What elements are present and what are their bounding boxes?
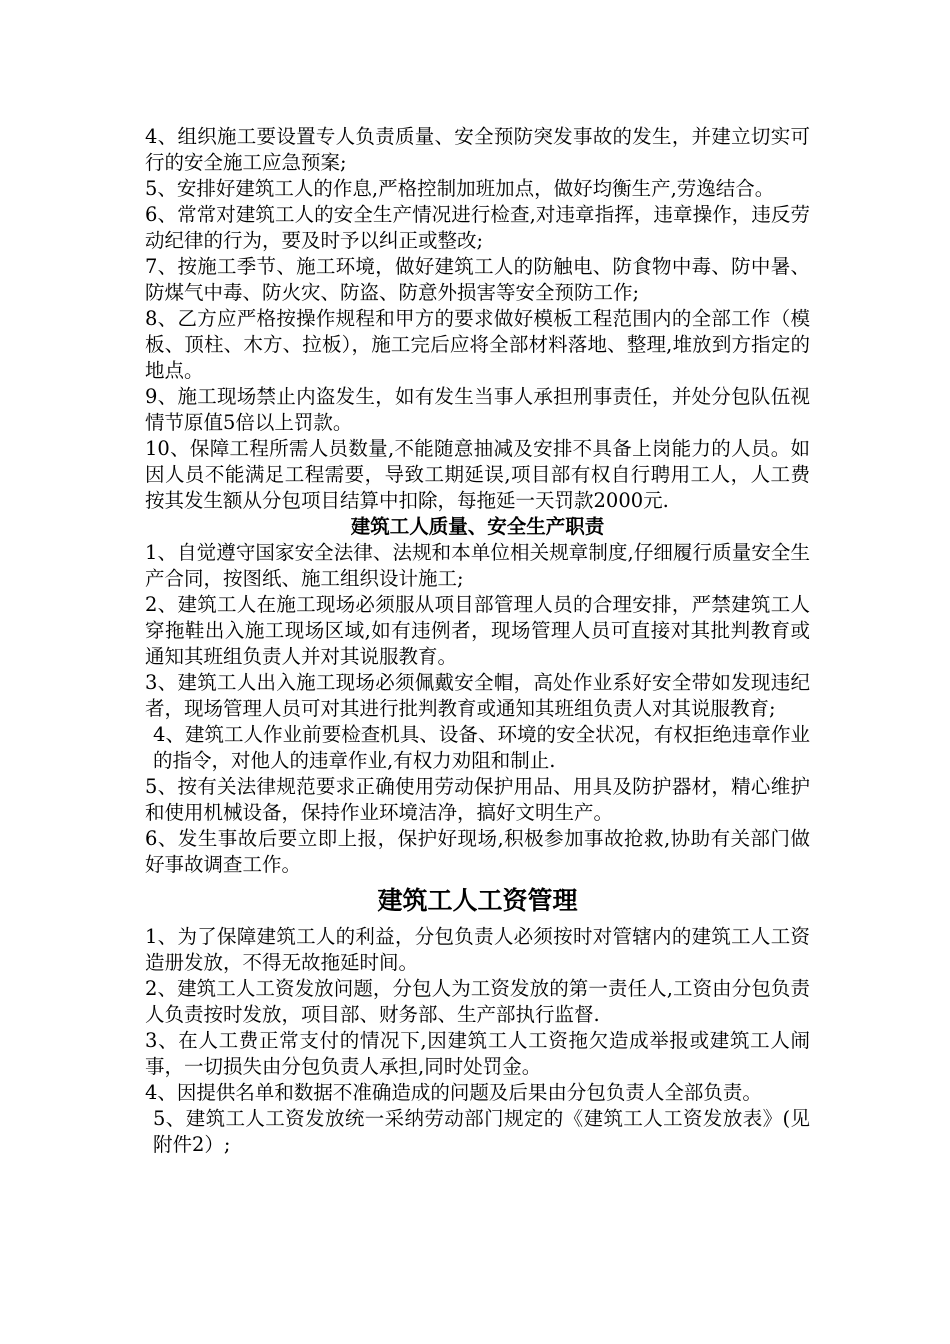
list-item: 1、自觉遵守国家安全法律、法规和本单位相关规章制度,仔细履行质量安全生产合同，按图纸、施工组织设计施工; bbox=[145, 541, 810, 590]
list-item: 5、按有关法律规范要求正确使用劳动保护用品、用具及防护器材，精心维护和使用机械设备，保持作业环境洁净，搞好文明生产。 bbox=[145, 775, 810, 824]
section-quality-safety-duties bbox=[145, 514, 810, 878]
list-item: 6、发生事故后要立即上报，保护好现场,积极参加事故抢救,协助有关部门做好事故调查工作。 bbox=[145, 827, 810, 876]
list-item: 3、在人工费正常支付的情况下,因建筑工人工资拖欠造成举报或建筑工人闹事，一切损失由分包负责人承担,同时处罚金。 bbox=[145, 1029, 810, 1078]
list-item: 2、建筑工人工资发放问题，分包人为工资发放的第一责任人,工资由分包负责人负责按时发放，项目部、财务部、生产部执行监督. bbox=[145, 977, 810, 1026]
list-item: 4、组织施工要设置专人负责质量、安全预防突发事故的发生，并建立切实可行的安全施工应急预案; bbox=[145, 125, 810, 174]
list-item: 5、安排好建筑工人的作息,严格控制加班加点，做好均衡生产,劳逸结合。 bbox=[145, 177, 775, 200]
list-item: 9、施工现场禁止内盗发生，如有发生当事人承担刑事责任，并处分包队伍视情节原值5倍以上罚款。 bbox=[145, 385, 810, 434]
list-item: 8、乙方应严格按操作规程和甲方的要求做好模板工程范围内的全部工作（模板、顶柱、木方、拉板），施工完后应将全部材料落地、整理,堆放到方指定的地点。 bbox=[145, 307, 810, 382]
list-item: 4、建筑工人作业前要检查机具、设备、环境的安全状况，有权拒绝违章作业的指令，对他人的违章作业,有权力劝阻和制止. bbox=[153, 723, 810, 772]
list-item: 1、为了保障建筑工人的利益，分包负责人必须按时对管辖内的建筑工人工资造册发放，不得无故拖延时间。 bbox=[145, 925, 810, 974]
list-item: 3、建筑工人出入施工现场必须佩戴安全帽，高处作业系好安全带如发现违纪者，现场管理人员可对其进行批判教育或通知其班组负责人对其说服教育; bbox=[145, 671, 810, 720]
list-item: 6、常常对建筑工人的安全生产情况进行检查,对违章指挥，违章操作，违反劳动纪律的行为，要及时予以纠正或整改; bbox=[145, 203, 810, 252]
list-item: 5、建筑工人工资发放统一采纳劳动部门规定的《建筑工人工资发放表》(见附件2）; bbox=[153, 1107, 810, 1156]
document-page bbox=[145, 124, 810, 1158]
list-item: 2、建筑工人在施工现场必须服从项目部管理人员的合理安排，严禁建筑工人穿拖鞋出入施工现场区域,如有违例者，现场管理人员可直接对其批判教育或通知其班组负责人并对其说服教育。 bbox=[145, 593, 810, 668]
list-item: 10、保障工程所需人员数量,不能随意抽减及安排不具备上岗能力的人员。如因人员不能满足工程需要，导致工期延误,项目部有权自行聘用工人，人工费按其发生额从分包项目结算中扣除，每拖延一天罚款2000元. bbox=[145, 437, 810, 512]
section-heading: 建筑工人工资管理 bbox=[377, 886, 578, 915]
section-safety-measures bbox=[145, 124, 810, 514]
section-wage-management bbox=[145, 882, 810, 1158]
list-item: 7、按施工季节、施工环境，做好建筑工人的防触电、防食物中毒、防中暑、防煤气中毒、防火灾、防盗、防意外损害等安全预防工作; bbox=[145, 255, 810, 304]
list-item: 4、因提供名单和数据不准确造成的问题及后果由分包负责人全部负责。 bbox=[145, 1081, 762, 1104]
section-heading: 建筑工人质量、安全生产职责 bbox=[350, 515, 605, 538]
